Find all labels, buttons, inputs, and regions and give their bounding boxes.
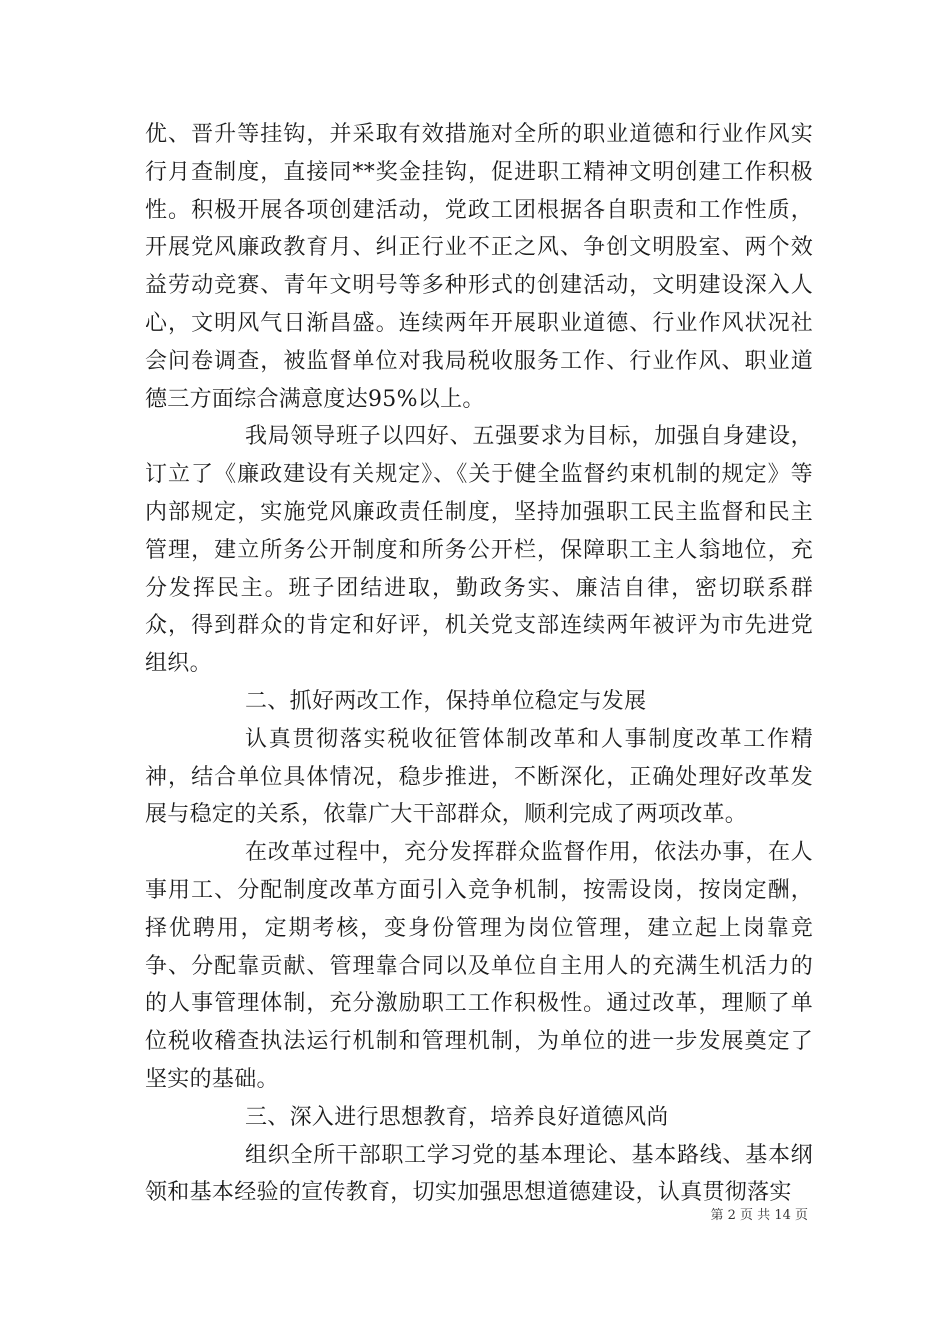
paragraph-continuation: 优、晋升等挂钩，并采取有效措施对全所的职业道德和行业作风实行月查制度，直接同**奖金挂钩，促进职工精神文明创建工作积极性。积极开展各项创建活动，党政工团根据各自职责和工作性质，开展党风廉政教育月、纠正行业不正之风、争创文明股室、两个效益劳动竞赛、青年文明号等多种形式的创建活动，文明建设深入人心，文明风气日渐昌盛。连续两年开展职业道德、行业作风状况社会问卷调查，被监督单位对我局税收服务工作、行业作风、职业道德三方面综合满意度达95%以上。 bbox=[145, 122, 813, 412]
paragraph-education: 组织全所干部职工学习党的基本理论、基本路线、基本纲领和基本经验的宣传教育，切实加强思想道德建设，认真贯彻落实 bbox=[145, 1142, 813, 1206]
page-number-footer: 第 2 页 共 14 页 bbox=[710, 1208, 808, 1223]
section-heading-two: 二、抓好两改工作，保持单位稳定与发展 bbox=[245, 688, 647, 714]
paragraph-reform-intro: 认真贯彻落实税收征管体制改革和人事制度改革工作精神，结合单位具体情况，稳步推进，不断深化，正确处理好改革发展与稳定的关系，依靠广大干部群众，顺利完成了两项改革。 bbox=[145, 726, 813, 828]
section-heading-three: 三、深入进行思想教育，培养良好道德风尚 bbox=[245, 1104, 669, 1130]
document-body bbox=[145, 116, 813, 1212]
paragraph-leadership: 我局领导班子以四好、五强要求为目标，加强自身建设，订立了《廉政建设有关规定》、《关于健全监督约束机制的规定》等内部规定，实施党风廉政责任制度，坚持加强职工民主监督和民主管理，建立所务公开制度和所务公开栏，保障职工主人翁地位，充分发挥民主。班子团结进取，勤政务实、廉洁自律，密切联系群众，得到群众的肯定和好评，机关党支部连续两年被评为市先进党组织。 bbox=[145, 424, 813, 677]
paragraph-reform-process: 在改革过程中，充分发挥群众监督作用，依法办事，在人事用工、分配制度改革方面引入竞争机制，按需设岗，按岗定酬，择优聘用，定期考核，变身份管理为岗位管理，建立起上岗靠竞争、分配靠贡献、管理靠合同以及单位自主用人的充满生机活力的的人事管理体制，充分激励职工工作积极性。通过改革，理顺了单位税收稽查执法运行机制和管理机制，为单位的进一步发展奠定了坚实的基础。 bbox=[145, 840, 813, 1092]
